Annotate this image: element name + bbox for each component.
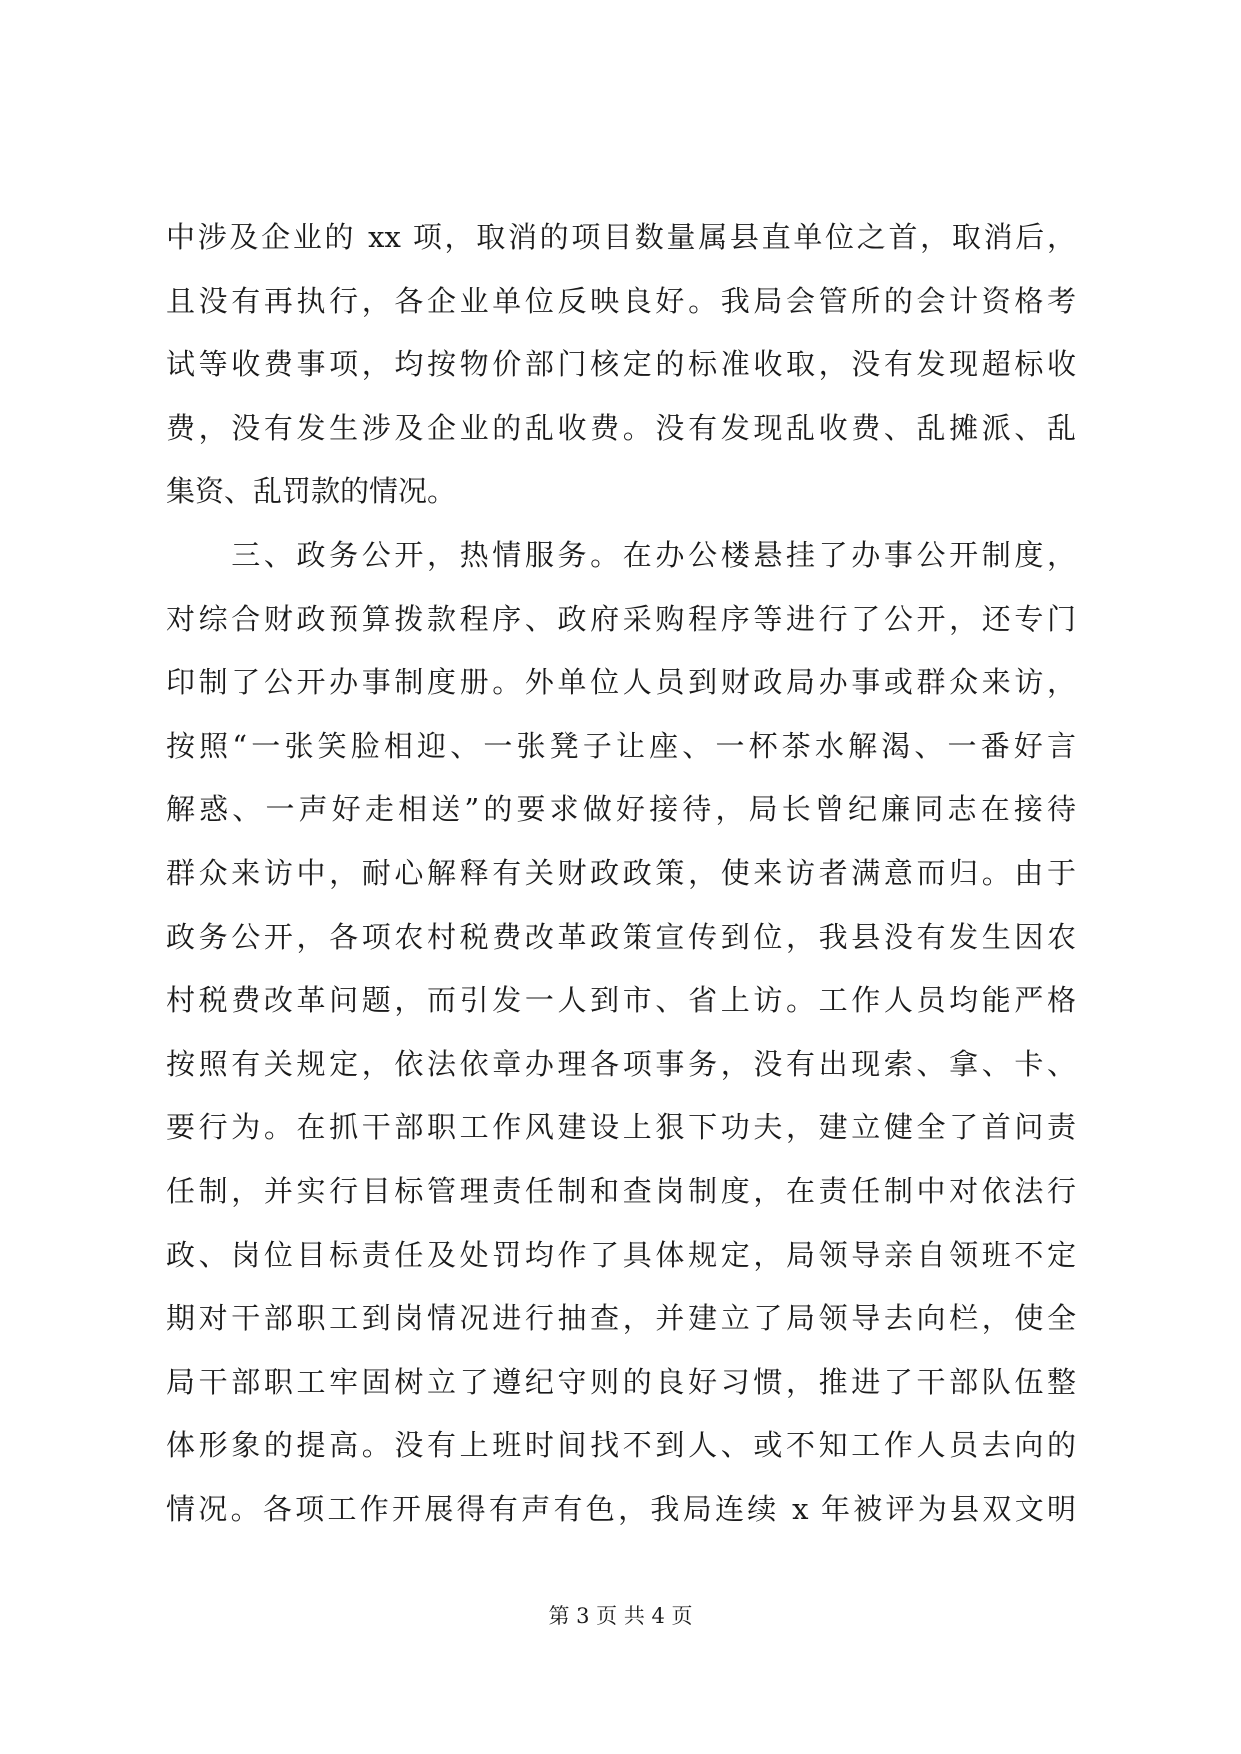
- text-line: 且没有再执行，各企业单位反映良好。我局会管所的会计资格考: [166, 283, 1076, 318]
- text-line: 中涉及企业的 xx 项，取消的项目数量属县直单位之首，取消后，: [166, 220, 1076, 254]
- text-line: 按照有关规定，依法依章办理各项事务，没有出现索、拿、卡、: [166, 1046, 1076, 1081]
- text-line: 要行为。在抓干部职工作风建设上狠下功夫，建立健全了首问责: [166, 1110, 1076, 1145]
- text-line: 解惑、一声好走相送”的要求做好接待，局长曾纪廉同志在接待: [166, 792, 1076, 827]
- text-line: 按照“一张笑脸相迎、一张凳子让座、一杯茶水解渴、一番好言: [166, 728, 1076, 763]
- text-line: 局干部职工牢固树立了遵纪守则的良好习惯，推进了干部队伍整: [166, 1364, 1076, 1399]
- text-line: 体形象的提高。没有上班时间找不到人、或不知工作人员去向的: [166, 1428, 1076, 1463]
- text-line: 群众来访中，耐心解释有关财政政策，使来访者满意而归。由于: [166, 855, 1076, 890]
- text-line: 三、政务公开，热情服务。在办公楼悬挂了办事公开制度，: [166, 537, 1076, 572]
- text-line: 政务公开，各项农村税费改革政策宣传到位，我县没有发生因农: [166, 919, 1076, 954]
- page-number-footer: 第 3 页 共 4 页: [548, 1604, 693, 1628]
- text-line: 试等收费事项，均按物价部门核定的标准收取，没有发现超标收: [166, 347, 1076, 382]
- text-line: 村税费改革问题，而引发一人到市、省上访。工作人员均能严格: [166, 983, 1076, 1018]
- text-line: 印制了公开办事制度册。外单位人员到财政局办事或群众来访，: [166, 665, 1076, 700]
- text-line: 对综合财政预算拨款程序、政府采购程序等进行了公开，还专门: [166, 601, 1076, 636]
- text-line: 期对干部职工到岗情况进行抽查，并建立了局领导去向栏，使全: [166, 1301, 1076, 1336]
- text-line: 任制，并实行目标管理责任制和查岗制度，在责任制中对依法行: [166, 1173, 1076, 1208]
- text-line: 费，没有发生涉及企业的乱收费。没有发现乱收费、乱摊派、乱: [166, 410, 1076, 445]
- body-text: [166, 206, 1076, 1541]
- text-line: 情况。各项工作开展得有声有色，我局连续 x 年被评为县双文明: [166, 1491, 1076, 1526]
- text-line: 集资、乱罚款的情况。: [166, 474, 457, 509]
- text-line: 政、岗位目标责任及处罚均作了具体规定，局领导亲自领班不定: [166, 1237, 1076, 1272]
